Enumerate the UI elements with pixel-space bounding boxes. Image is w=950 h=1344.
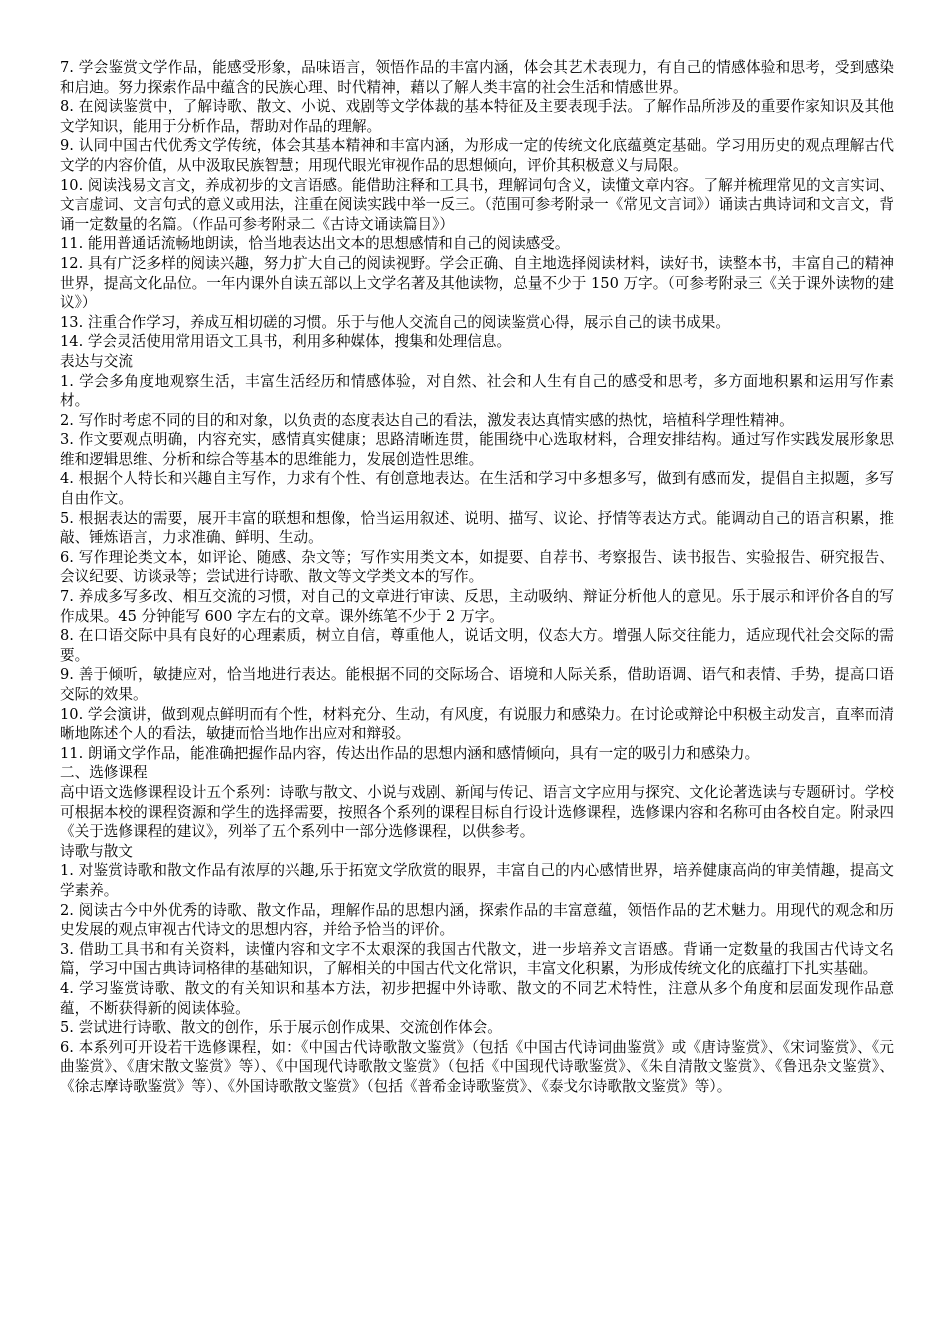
paragraph-expression-4: 4. 根据个人特长和兴趣自主写作，力求有个性、有创意地表达。在生活和学习中多想多写，做到有感而发，提倡自主拟题，多写自由作文。 bbox=[60, 470, 894, 508]
paragraph-poetry-2: 2. 阅读古今中外优秀的诗歌、散文作品，理解作品的思想内涵，探索作品的丰富意蕴，领悟作品的艺术魅力。用现代的观念和历史发展的观点审视古代诗文的思想内容，并给予恰当的评价。 bbox=[60, 901, 894, 939]
paragraph-expression-7: 7. 养成多写多改、相互交流的习惯，对自己的文章进行审读、反思，主动吸纳、辩证分析他人的意见。乐于展示和评价各自的写作成果。45 分钟能写 600 字左右的文章。课外练笔不少于 2 万字。 bbox=[60, 588, 894, 625]
paragraph-poetry-3: 3. 借助工具书和有关资料，读懂内容和文字不太艰深的我国古代散文，进一步培养文言语感。背诵一定数量的我国古代诗文名篇，学习中国古典诗词格律的基础知识，了解相关的中国古代文化常识，丰富文化积累，为形成传统文化的底蕴打下扎实基础。 bbox=[60, 940, 894, 978]
paragraph-expression-6: 6. 写作理论类文本，如评论、随感、杂文等；写作实用类文本，如提要、自荐书、考察报告、读书报告、实验报告、研究报告、会议纪要、访谈录等；尝试进行诗歌、散文等文学类文本的写作。 bbox=[60, 548, 894, 586]
paragraph-expression-5: 5. 根据表达的需要，展开丰富的联想和想像，恰当运用叙述、说明、描写、议论、抒情等表达方式。能调动自己的语言积累，推敲、锤炼语言，力求准确、鲜明、生动。 bbox=[60, 509, 894, 547]
paragraph-expression-10: 10. 学会演讲，做到观点鲜明而有个性，材料充分、生动，有风度，有说服力和感染力。在讨论或辩论中积极主动发言，直率而清晰地陈述个人的看法，敏捷而恰当地作出应对和辩驳。 bbox=[60, 705, 894, 743]
section-heading-poetry-prose: 诗歌与散文 bbox=[60, 842, 133, 860]
paragraph-reading-11: 11. 能用普通话流畅地朗读，恰当地表达出文本的思想感情和自己的阅读感受。 bbox=[60, 235, 570, 253]
paragraph-reading-9: 9. 认同中国古代优秀文学传统，体会其基本精神和丰富内涵，为形成一定的传统文化底蕴奠定基础。学习用历史的观点理解古代文学的内容价值，从中汲取民族智慧；用现代眼光审视作品的思想倾向，评价其积极意义与局限。 bbox=[60, 137, 894, 174]
section-heading-expression: 表达与交流 bbox=[60, 352, 133, 370]
paragraph-poetry-4: 4. 学习鉴赏诗歌、散文的有关知识和基本方法，初步把握中外诗歌、散文的不同艺术特性，注意从多个角度和层面发现作品意蕴，不断获得新的阅读体验。 bbox=[60, 979, 894, 1017]
paragraph-poetry-1: 1. 对鉴赏诗歌和散文作品有浓厚的兴趣,乐于拓宽文学欣赏的眼界，丰富自己的内心感情世界，培养健康高尚的审美情趣，提高文学素养。 bbox=[60, 862, 894, 899]
paragraph-reading-12: 12. 具有广泛多样的阅读兴趣，努力扩大自己的阅读视野。学会正确、自主地选择阅读材料，读好书，读整本书，丰富自己的精神世界，提高文化品位。一年内课外自读五部以上文学名著及其他读物，总量不少于 150 万字。（可参考附录三《关于课外读物的建议》） bbox=[60, 254, 894, 312]
paragraph-expression-3: 3. 作文要观点明确，内容充实，感情真实健康；思路清晰连贯，能围绕中心选取材料，合理安排结构。通过写作实践发展形象思维和逻辑思维、分析和综合等基本的思维能力，发展创造性思维。 bbox=[60, 431, 894, 468]
paragraph-expression-11: 11. 朗诵文学作品，能准确把握作品内容，传达出作品的思想内涵和感情倾向，具有一定的吸引力和感染力。 bbox=[60, 744, 760, 762]
paragraph-reading-13: 13. 注重合作学习，养成互相切磋的习惯。乐于与他人交流自己的阅读鉴赏心得，展示自己的读书成果。 bbox=[60, 313, 730, 331]
paragraph-expression-1: 1. 学会多角度地观察生活，丰富生活经历和情感体验，对自然、社会和人生有自己的感受和思考，多方面地积累和运用写作素材。 bbox=[60, 372, 894, 410]
paragraph-reading-10: 10. 阅读浅易文言文，养成初步的文言语感。能借助注释和工具书，理解词句含义，读懂文章内容。了解并梳理常见的文言实词、文言虚词、文言句式的意义或用法，注重在阅读实践中举一反三。（范围可参考附录一《常见文言词》）诵读古典诗词和文言文，背诵一定数量的名篇。（作品可参考附录二《古诗文诵读篇目》） bbox=[60, 176, 894, 233]
paragraph-poetry-5: 5. 尝试进行诗歌、散文的创作，乐于展示创作成果、交流创作体会。 bbox=[60, 1019, 502, 1037]
document-body bbox=[60, 58, 894, 1096]
paragraph-expression-8: 8. 在口语交际中具有良好的心理素质，树立自信，尊重他人，说话文明，仪态大方。增强人际交往能力，适应现代社会交际的需要。 bbox=[60, 627, 894, 664]
paragraph-expression-2: 2. 写作时考虑不同的目的和对象，以负责的态度表达自己的看法，激发表达真情实感的热忱，培植科学理性精神。 bbox=[60, 411, 794, 429]
section-heading-electives: 二、选修课程 bbox=[60, 764, 148, 782]
paragraph-reading-7: 7. 学会鉴赏文学作品，能感受形象，品味语言，领悟作品的丰富内涵，体会其艺术表现力，有自己的情感体验和思考，受到感染和启迪。努力探索作品中蕴含的民族心理、时代精神，藉以了解人类丰富的社会生活和情感世界。 bbox=[60, 59, 894, 96]
paragraph-reading-14: 14. 学会灵活使用常用语文工具书，利用多种媒体，搜集和处理信息。 bbox=[60, 333, 512, 351]
paragraph-expression-9: 9. 善于倾听，敏捷应对，恰当地进行表达。能根据不同的交际场合、语境和人际关系，借助语调、语气和表情、手势，提高口语交际的效果。 bbox=[60, 666, 894, 703]
paragraph-poetry-6: 6. 本系列可开设若干选修课程，如：《中国古代诗歌散文鉴赏》（包括《中国古代诗词曲鉴赏》或《唐诗鉴赏》、《宋词鉴赏》、《元曲鉴赏》、《唐宋散文鉴赏》等）、《中国现代诗歌散文鉴赏》（包括《中国现代诗歌鉴赏》、《朱自清散文鉴赏》、《鲁迅杂文鉴赏》、《徐志摩诗歌鉴赏》等）、《外国诗歌散文鉴赏》（包括《普希金诗歌鉴赏》、《泰戈尔诗歌散文鉴赏》等）。 bbox=[60, 1038, 894, 1095]
paragraph-reading-8: 8. 在阅读鉴赏中，了解诗歌、散文、小说、戏剧等文学体裁的基本特征及主要表现手法。了解作品所涉及的重要作家知识及其他文学知识，能用于分析作品，帮助对作品的理解。 bbox=[60, 98, 894, 135]
paragraph-electives-intro: 高中语文选修课程设计五个系列：诗歌与散文、小说与戏剧、新闻与传记、语言文字应用与探究、文化论著选读与专题研讨。学校可根据本校的课程资源和学生的选择需要，按照各个系列的课程目标自行设计选修课程，选修课内容和名称可由各校自定。附录四《关于选修课程的建议》，列举了五个系列中一部分选修课程，以供参考。 bbox=[60, 783, 894, 841]
